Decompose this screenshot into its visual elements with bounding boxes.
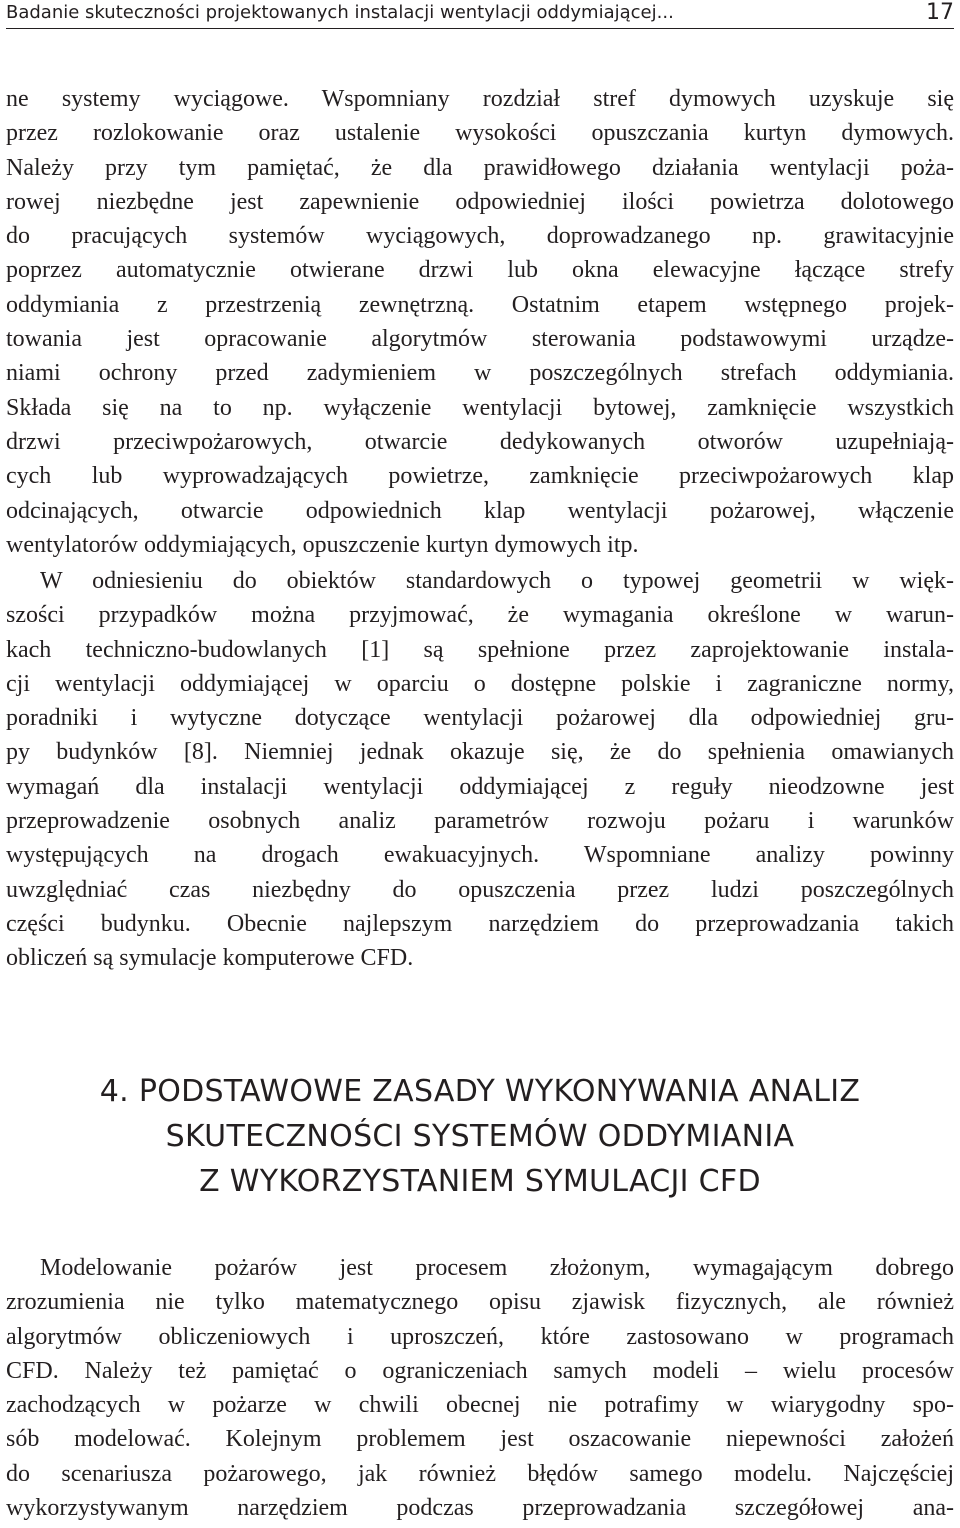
text-line: niami ochrony przed zadymieniem w poszczególnych strefach oddymiania. [6,360,954,387]
text-line: wykorzystywanym narzędziem podczas przeprowadzania szczegółowej ana- [6,1495,954,1522]
text-line: Składa się na to np. wyłączenie wentylacji bytowej, zamknięcie wszystkich [6,394,954,421]
text-line: rowej niezbędne jest zapewnienie odpowiedniej ilości powietrza dolotowego [6,188,954,215]
paragraph-continuation [6,82,954,562]
text-line-first: Modelowanie pożarów jest procesem złożonym, wymagającym dobrego [40,1255,954,1281]
text-line: zrozumienia nie tylko matematycznego opisu zjawisk fizycznych, ale również [6,1289,954,1316]
page-number: 17 [926,0,954,25]
text-line: cji wentylacji oddymiającej w oparciu o dostępne polskie i zagraniczne normy, [6,670,954,697]
text-line: drzwi przeciwpożarowych, otwarcie dedykowanych otworów uzupełniają- [6,428,954,455]
text-line: py budynków [8]. Niemniej jednak okazuje się, że do spełnienia omawianych [6,739,954,766]
text-line: odcinających, otwarcie odpowiednich klap wentylacji pożarowej, włączenie [6,497,954,524]
text-line: CFD. Należy też pamiętać o ograniczeniach samych modeli – wielu procesów [6,1357,954,1384]
section-heading-line: 4. PODSTAWOWE ZASADY WYKONYWANIA ANALIZ [99,1074,861,1109]
section-heading-line: SKUTECZNOŚCI SYSTEMÓW ODDYMIANIA [165,1119,795,1154]
text-line: do scenariusza pożarowego, jak również błędów samego modelu. Najczęściej [6,1460,954,1487]
text-line: przeprowadzenie osobnych analiz parametrów rozwoju pożaru i warunków [6,808,954,835]
text-line: części budynku. Obecnie najlepszym narzędziem do przeprowadzania takich [6,910,954,937]
text-line: do pracujących systemów wyciągowych, doprowadzanego np. grawitacyjnie [6,223,954,250]
text-line: sób modelować. Kolejnym problemem jest oszacowanie niepewności założeń [6,1426,954,1453]
text-line-last: obliczeń są symulacje komputerowe CFD. [6,945,414,972]
text-line: występujących na drogach ewakuacyjnych. Wspomniane analizy powinny [6,842,954,869]
text-line: wymagań dla instalacji wentylacji oddymiającej z reguły nieodzowne jest [6,773,954,800]
text-line: poprzez automatycznie otwierane drzwi lub okna elewacyjne łączące strefy [6,257,954,284]
text-line: algorytmów obliczeniowych i uproszczeń, które zastosowano w programach [6,1323,954,1350]
text-line: ne systemy wyciągowe. Wspomniany rozdział stref dymowych uzyskuje się [6,86,954,112]
text-line-first: W odniesieniu do obiektów standardowych o typowej geometrii w więk- [40,568,954,594]
running-header [6,0,954,29]
paragraph-modeling [6,1251,954,1525]
section-heading-line: Z WYKORZYSTANIEM SYMULACJI CFD [199,1164,761,1199]
text-line: uwzględniać czas niezbędny do opuszczenia przez ludzi poszczególnych [6,876,954,903]
text-line-last: wentylatorów oddymiających, opuszczenie kurtyn dymowych itp. [6,531,639,558]
text-line: zachodzących w pożarze w chwili obecnej nie potrafimy w wiarygodny spo- [6,1392,954,1419]
text-line: cych lub wyprowadzających powietrze, zamknięcie przeciwpożarowych klap [6,463,954,490]
text-line: poradniki i wytyczne dotyczące wentylacji pożarowej dla odpowiedniej gru- [6,705,954,732]
text-line: przez rozlokowanie oraz ustalenie wysokości opuszczania kurtyn dymowych. [6,120,954,147]
paragraph-cfd-intro [6,564,954,976]
text-line: szości przypadków można przyjmować, że wymagania określone w warun- [6,602,954,629]
running-title: Badanie skuteczności projektowanych instalacji wentylacji oddymiającej... [6,2,674,23]
section-heading [0,1069,960,1204]
text-line: oddymiania z przestrzenią zewnętrzną. Ostatnim etapem wstępnego projek- [6,291,954,318]
text-line: towania jest opracowanie algorytmów sterowania podstawowymi urządze- [6,326,954,353]
text-line: kach techniczno-budowlanych [1] są spełnione przez zaprojektowanie instala- [6,636,954,663]
text-line: Należy przy tym pamiętać, że dla prawidłowego działania wentylacji poża- [6,154,954,181]
